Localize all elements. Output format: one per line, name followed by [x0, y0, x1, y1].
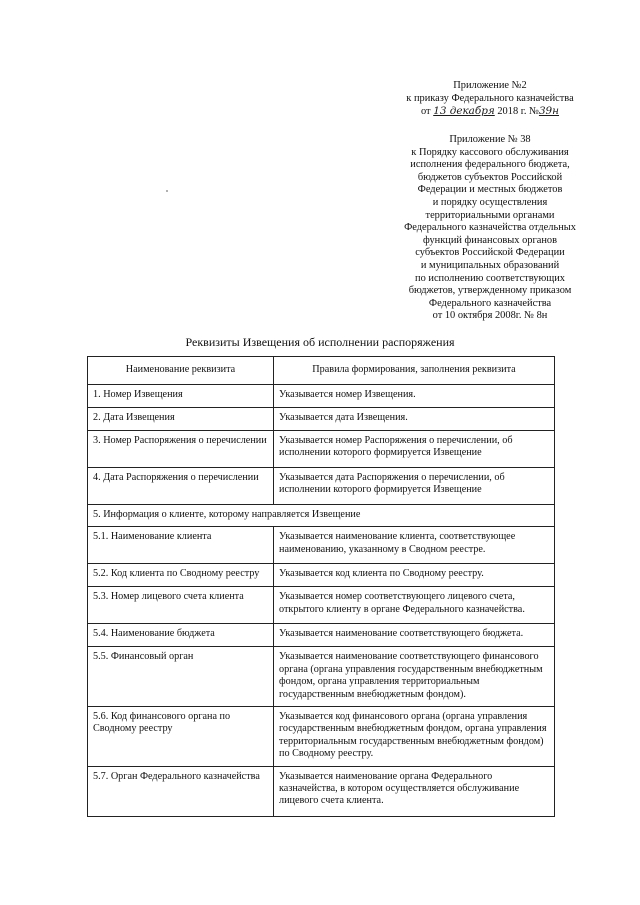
procedure-annex: [380, 134, 600, 323]
annex-line: Федерального казначейства: [428, 297, 552, 309]
requisite-rule-cell: Указывается код финансового органа (органа управления государственным внебюджетным фондом, органа управления территориальным государственным внебюджетным фондом) по Сводному реестру.: [274, 707, 555, 767]
annex-order-ref: к приказу Федерального казначейства: [406, 92, 574, 104]
requisite-name-cell: 5.1. Наименование клиента: [88, 527, 274, 564]
table-row: [88, 527, 555, 564]
requisite-name-cell: 1. Номер Извещения: [88, 385, 274, 408]
requisite-rule-cell: Указывается наименование соответствующего бюджета.: [274, 624, 555, 647]
requisite-rule-cell: Указывается наименование органа Федерального казначейства, в котором осуществляется обслуживание лицевого счета клиента.: [274, 766, 555, 816]
annex-line: Приложение № 38: [449, 134, 531, 145]
requisite-name-cell: 5.4. Наименование бюджета: [88, 624, 274, 647]
table-row: [88, 564, 555, 587]
document-title: Реквизиты Извещения об исполнении распоряжения: [185, 335, 455, 349]
table-row: [88, 505, 555, 527]
table-row: [88, 766, 555, 816]
requisite-name-cell: 4. Дата Распоряжения о перечислении: [88, 468, 274, 505]
annex-line: Федерального казначейства отдельных: [404, 222, 576, 234]
table-body: [88, 385, 555, 817]
requisite-name-cell: 3. Номер Распоряжения о перечислении: [88, 431, 274, 468]
scan-speck: [166, 190, 168, 192]
annex-line: к Порядку кассового обслуживания: [411, 146, 569, 158]
annex-line: бюджетов субъектов Российской: [417, 171, 563, 183]
requisite-name-cell: 5.2. Код клиента по Сводному реестру: [88, 564, 274, 587]
annex-line: функций финансовых органов: [423, 234, 557, 246]
handwritten-number: 39н: [538, 105, 560, 118]
requisite-rule-cell: Указывается наименование клиента, соответствующее наименованию, указанному в Сводном реестре.: [274, 527, 555, 564]
table-row: [88, 408, 555, 431]
requisite-name-cell: 5.6. Код финансового органа по Сводному реестру: [88, 707, 274, 767]
date-mid: 2018 г. №: [497, 106, 539, 118]
annex-line: и муниципальных образований: [420, 259, 560, 271]
annex-line: Федерации и местных бюджетов: [417, 184, 563, 196]
table-header-row: [88, 357, 555, 385]
requisite-name-cell: 5.7. Орган Федерального казначейства: [88, 766, 274, 816]
requisite-rule-cell: Указывается наименование соответствующего финансового органа (органа управления государственным внебюджетным фондом, органа управления территориальным государственным внебюджетным фондом).: [274, 647, 555, 707]
date-prefix: от: [420, 106, 431, 118]
header-rule: Правила формирования, заполнения реквизита: [274, 357, 555, 385]
requisite-name-cell: 2. Дата Извещения: [88, 408, 274, 431]
annex-order-date: [380, 105, 600, 119]
table-row: [88, 624, 555, 647]
table-row: [88, 431, 555, 468]
table-row: [88, 385, 555, 408]
requisite-rule-cell: Указывается номер соответствующего лицевого счета, открытого клиенту в органе Федерального казначейства.: [274, 587, 555, 624]
requisite-rule-cell: Указывается номер Распоряжения о перечислении, об исполнении которого формируется Извещение: [274, 431, 555, 468]
annex-line: территориальными органами: [425, 209, 555, 221]
requisite-rule-cell: Указывается дата Распоряжения о перечислении, об исполнении которого формируется Извещение: [274, 468, 555, 505]
requisites-table: [87, 356, 555, 817]
handwritten-day: 13 декабря: [433, 105, 495, 118]
table-row: [88, 647, 555, 707]
header-name: Наименование реквизита: [88, 357, 274, 385]
annex-line: бюджетов, утвержденному приказом: [408, 285, 572, 297]
table-row: [88, 587, 555, 624]
requisite-rule-cell: Указывается код клиента по Сводному реестру.: [274, 564, 555, 587]
requisite-name-cell: 5.3. Номер лицевого счета клиента: [88, 587, 274, 624]
annex-line: субъектов Российской Федерации: [415, 247, 565, 259]
annex-line: исполнения федерального бюджета,: [410, 159, 570, 171]
requisite-rule-cell: Указывается дата Извещения.: [274, 408, 555, 431]
table-row: [88, 707, 555, 767]
annex-number: Приложение №2: [453, 80, 527, 91]
annex-line: по исполнению соответствующих: [415, 272, 565, 284]
annex-line: от 10 октября 2008г. № 8н: [432, 310, 548, 322]
table-row: [88, 468, 555, 505]
section-cell: 5. Информация о клиенте, которому направляется Извещение: [88, 505, 555, 527]
requisite-name-cell: 5.5. Финансовый орган: [88, 647, 274, 707]
requisite-rule-cell: Указывается номер Извещения.: [274, 385, 555, 408]
annex-line: и порядку осуществления: [432, 196, 548, 208]
annex-header: [380, 80, 600, 119]
